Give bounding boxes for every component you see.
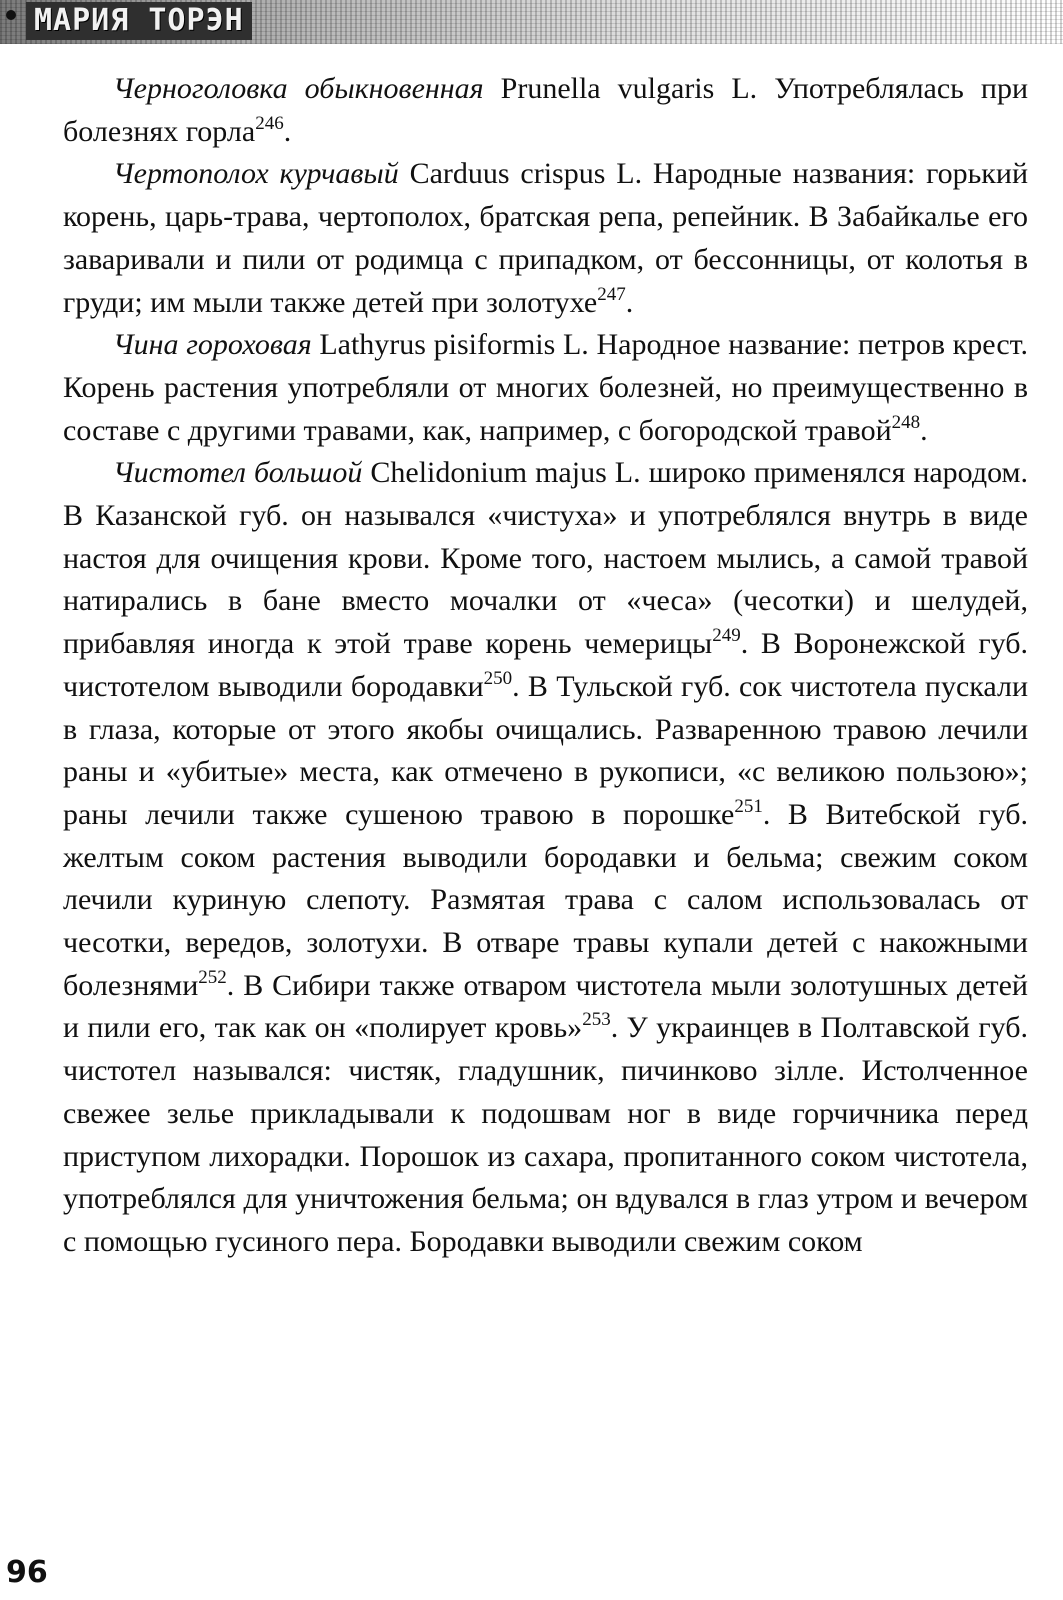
footnote-ref[interactable]: 250 [483, 667, 513, 689]
footnote-ref[interactable]: 246 [255, 112, 284, 134]
entry-body: Prunella vulgaris L. Употреблялась при болезнях горла [63, 72, 1029, 148]
entry-tail: . В Сибири также отваром чистотела мыли золотушных детей и пили его, так как он «полирует кровь» [63, 968, 1028, 1045]
entry-term: Чина гороховая [113, 328, 312, 362]
entry-tail: . В Тульской губ. сок чистотела пускали в глаза, которые от этого якобы очищались. Разваренною травою лечили раны и «убитые» места, как отмечено в рукописи, «с великою пользою»; раны лечили также сушеною травою в порошке [63, 669, 1028, 831]
footnote-ref[interactable]: 248 [891, 411, 921, 433]
entry-body: Carduus crispus L. Народные названия: горький корень, царь-трава, чертополох, братская репа, репейник. В Забайкалье его заваривали и пили от родимца с припадком, от бессонницы, от колотья в груди; им мыли также детей при золотухе [63, 157, 1028, 319]
page-number: 96 [6, 1555, 48, 1590]
footnote-ref[interactable]: 251 [734, 795, 763, 817]
entry-tail: . [920, 413, 928, 447]
entry-tail: . У украинцев в Полтавской губ. чистотел назывался: чистяк, гладушник, пичинково зілле. Истолченное свежее зелье прикладывали к подошвам ног в виде горчичника перед приступом лихорадки. Порошок из сахара, пропитанного соком чистотела, употреблялся для уничтожения бельма; он вдувался в глаз утром и вечером с помощью гусиного пера. Бородавки выводили свежим соком [63, 1011, 1028, 1258]
entry-term: Чертополох курчавый [113, 157, 399, 191]
footnote-ref[interactable]: 247 [597, 283, 626, 305]
entry-tail: . [625, 285, 634, 319]
running-header-title: МАРИЯ ТОРЭН [26, 2, 252, 40]
footnote-ref[interactable]: 252 [198, 966, 227, 988]
running-header [0, 0, 1063, 44]
entry-body: Chelidonium majus L. широко применялся народом. В Казанской губ. он назывался «чистуха» и употреблялся внутрь в виде настоя для очищения крови. Кроме того, настоем мылись, а самой травой натирались в бане вместо мочалки от «чеса» (чесотки) и шелудей, прибавляя иногда к этой траве корень чемерицы [63, 456, 1028, 661]
entry-tail: . В Витебской губ. желтым соком растения выводили бородавки и бельма; свежим соком лечили куриную слепоту. Размятая трава с салом использовалась от чесотки, вередов, золотухи. В отваре травы купали детей с накожными болезнями [63, 797, 1029, 1002]
entry-tail: . [283, 114, 292, 148]
footnote-ref[interactable]: 249 [712, 625, 741, 647]
entry-chernogolovka [63, 68, 1028, 153]
text-column [63, 68, 1028, 1264]
footnote-ref[interactable]: 253 [582, 1009, 611, 1031]
entry-body: Lathyrus pisiformis L. Народное название: петров крест. Корень растения употребляли от многих болезней, но преимущественно в составе с другими травами, как, например, с богородской травой [63, 328, 1028, 447]
entry-term: Чистотел большой [113, 456, 363, 490]
entry-chistotel [63, 452, 1028, 1263]
entry-chertopolokh [63, 153, 1028, 324]
bullet-icon [6, 10, 16, 20]
entry-term: Черноголовка обыкновенная [113, 72, 484, 105]
entry-tail: . В Воронежской губ. чистотелом выводили бородавки [63, 627, 1028, 703]
entry-china [63, 324, 1028, 452]
